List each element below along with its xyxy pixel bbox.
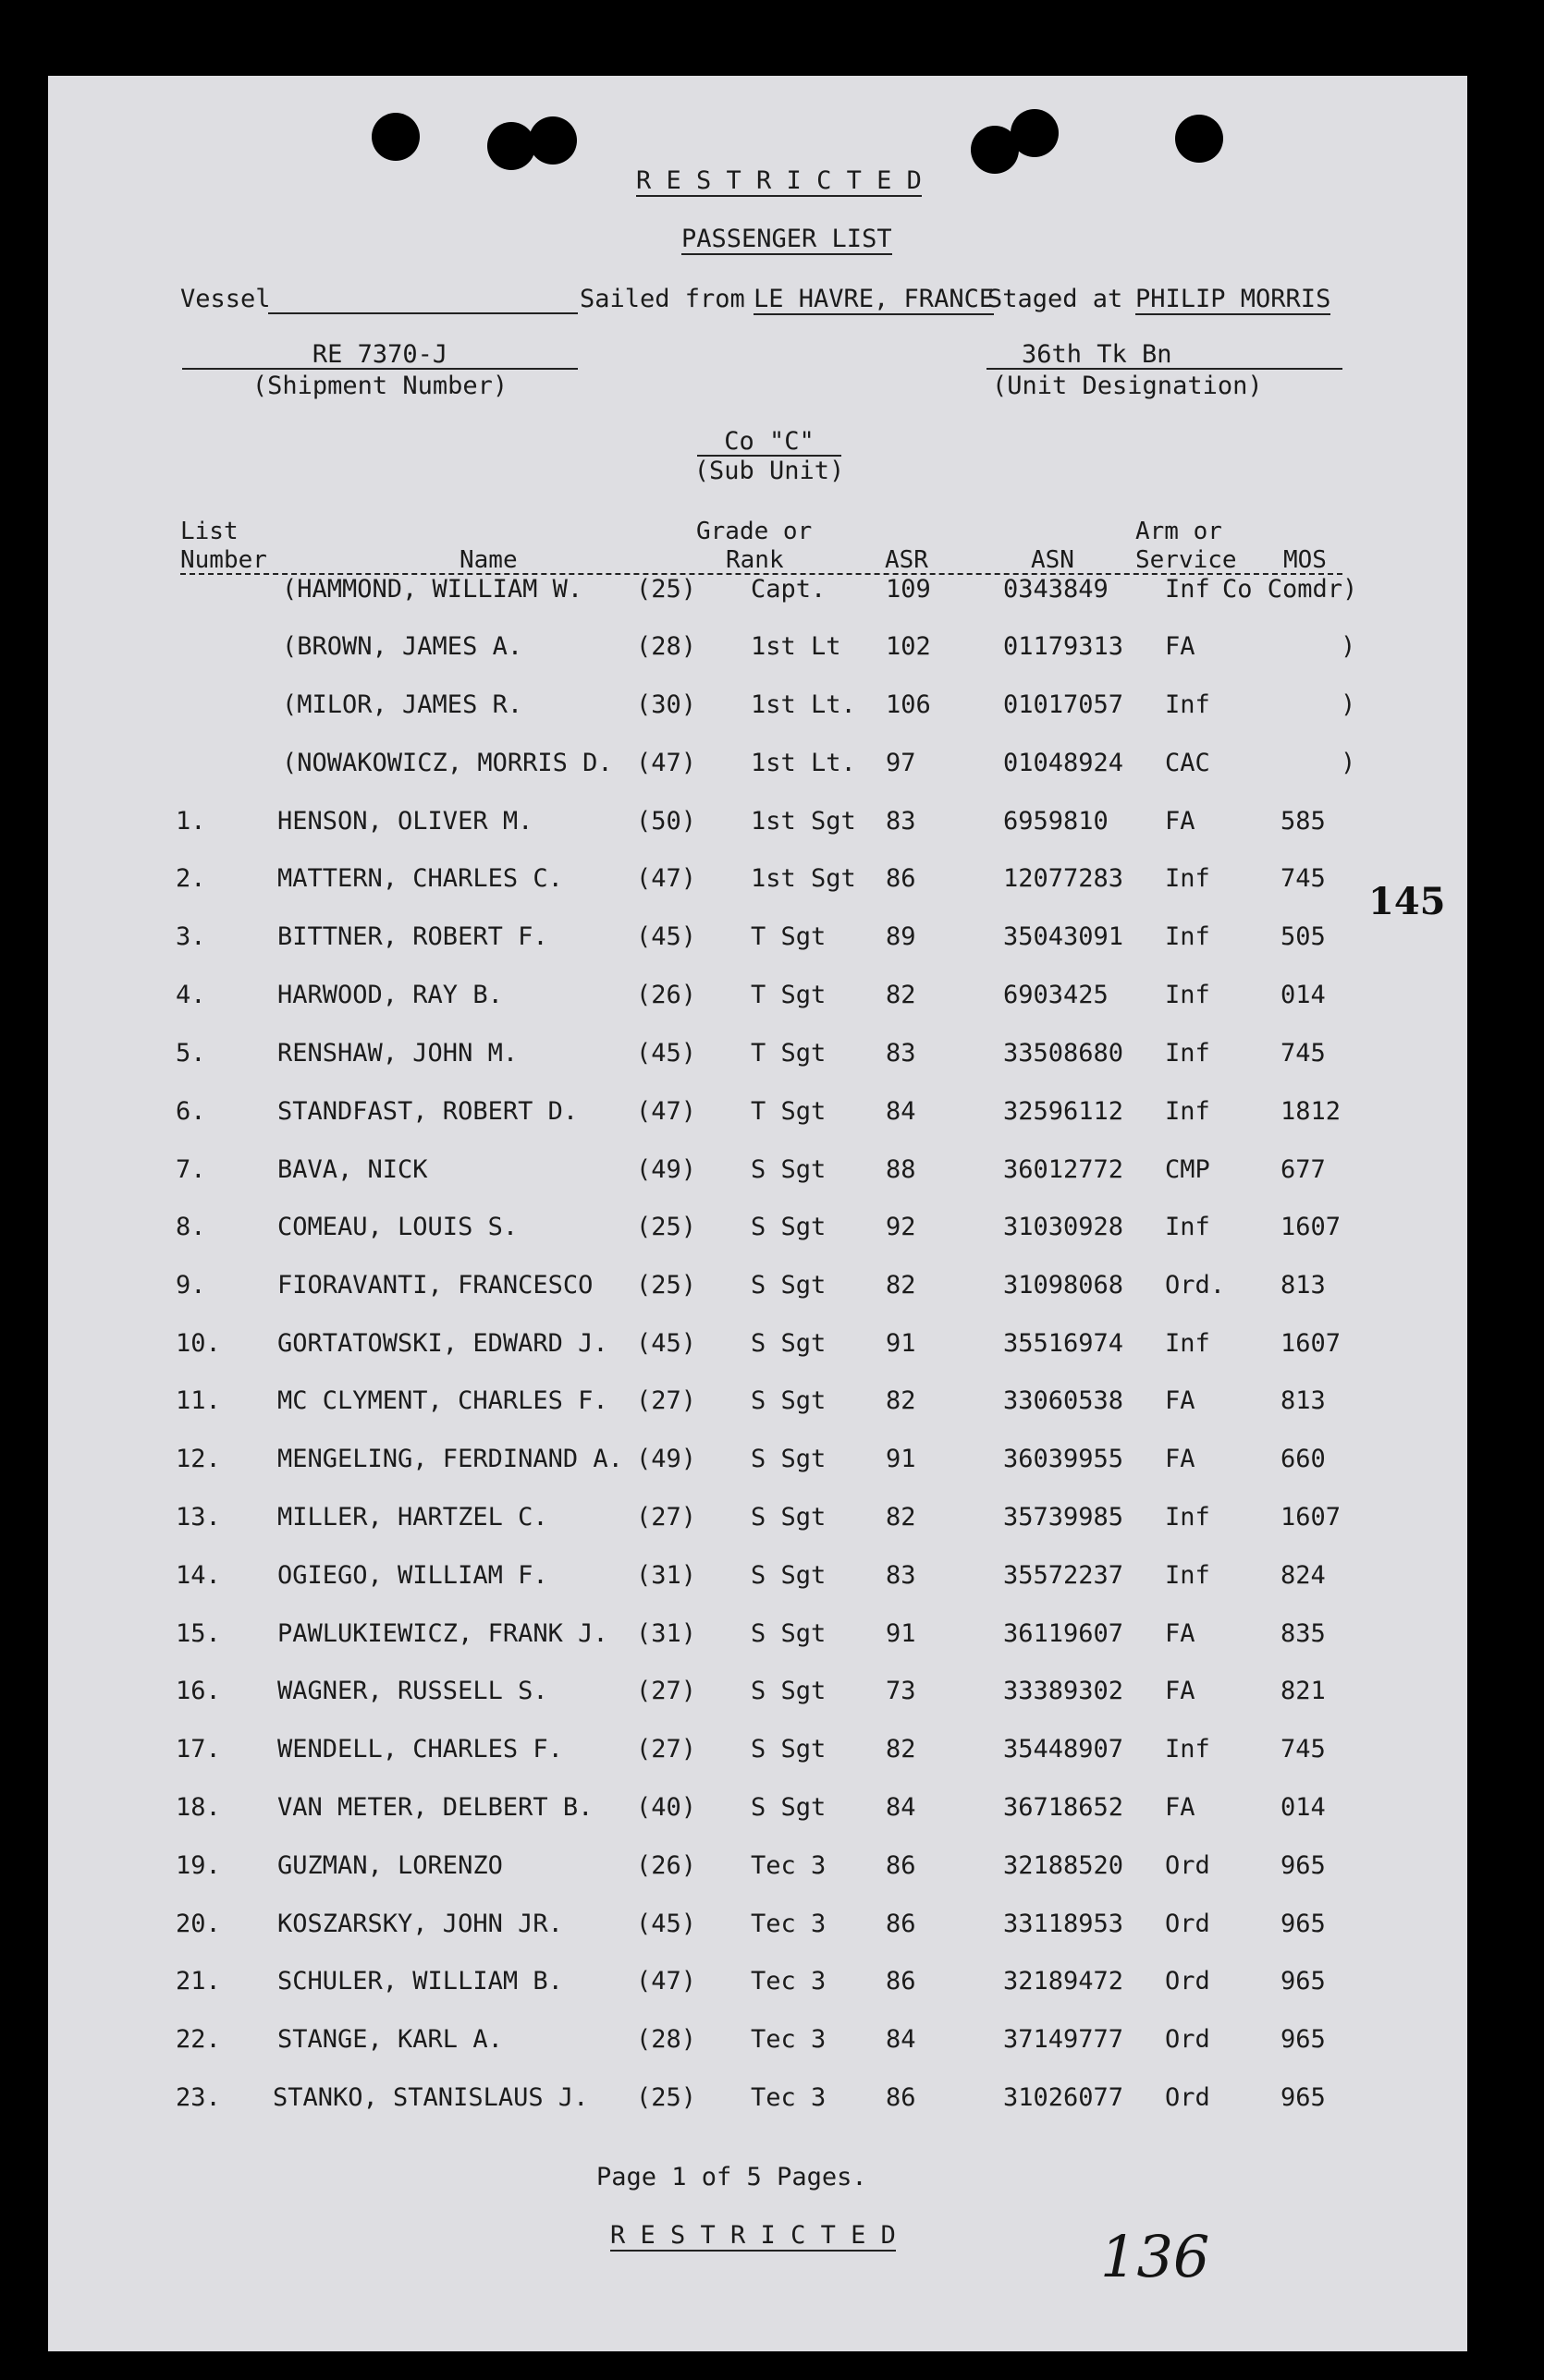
row-asn: 36039955	[1003, 1445, 1124, 1473]
row-name: HENSON, OLIVER M.	[277, 807, 533, 836]
row-number: 14.	[176, 1561, 221, 1590]
row-age: (40)	[636, 1793, 697, 1822]
row-name: (MILOR, JAMES R.	[282, 690, 523, 719]
row-number: 5.	[176, 1039, 206, 1068]
row-rank: 1st Lt.	[751, 690, 856, 719]
row-asn: 35572237	[1003, 1561, 1124, 1590]
row-rank: S Sgt	[751, 1213, 827, 1241]
row-arm: Ord	[1165, 1910, 1210, 1938]
row-age: (45)	[636, 1329, 697, 1358]
row-rank: S Sgt	[751, 1561, 827, 1590]
row-age: (47)	[636, 864, 697, 893]
row-rank: 1st Sgt	[751, 864, 856, 893]
row-mos: 965	[1281, 1967, 1326, 1996]
row-age: (45)	[636, 1039, 697, 1068]
row-number: 4.	[176, 981, 206, 1009]
table-row	[0, 1097, 1544, 1134]
row-age: (27)	[636, 1386, 697, 1415]
row-name: KOSZARSKY, JOHN JR.	[277, 1910, 563, 1938]
row-name: OGIEGO, WILLIAM F.	[277, 1561, 548, 1590]
row-name: STANKO, STANISLAUS J.	[273, 2083, 589, 2112]
row-asn: 33389302	[1003, 1677, 1124, 1705]
row-age: (25)	[636, 1271, 697, 1300]
row-asr: 82	[886, 981, 916, 1009]
document-title: PASSENGER LIST	[681, 225, 892, 253]
row-rank: S Sgt	[751, 1155, 827, 1184]
shipment-label: (Shipment Number)	[251, 372, 509, 400]
row-number: 9.	[176, 1271, 206, 1300]
row-mos: 745	[1281, 1735, 1326, 1764]
col-arm-1: Arm or	[1135, 518, 1222, 545]
row-asn: 31026077	[1003, 2083, 1124, 2112]
row-number: 1.	[176, 807, 206, 836]
sailed-label: Sailed from	[580, 285, 745, 313]
row-asr: 84	[886, 2025, 916, 2054]
row-mos: 965	[1281, 2083, 1326, 2112]
subunit-label: (Sub Unit)	[693, 457, 845, 485]
row-name: VAN METER, DELBERT B.	[277, 1793, 594, 1822]
row-rank: S Sgt	[751, 1386, 827, 1415]
unit-label: (Unit Designation)	[992, 372, 1263, 400]
col-list-number-1: List	[180, 518, 239, 545]
row-asr: 92	[886, 1213, 916, 1241]
row-arm: Inf	[1165, 1097, 1210, 1126]
page-count: Page 1 of 5 Pages.	[596, 2163, 867, 2191]
row-rank: Tec 3	[751, 1910, 827, 1938]
row-arm: Ord.	[1165, 1271, 1226, 1300]
vessel-line	[268, 312, 578, 314]
row-age: (28)	[636, 632, 697, 661]
shipment-value: RE 7370-J	[312, 340, 448, 369]
row-mos: 821	[1281, 1677, 1326, 1705]
col-arm-2: Service	[1135, 546, 1237, 574]
row-arm: Ord	[1165, 1967, 1210, 1996]
row-rank: Capt.	[751, 575, 827, 604]
row-arm: FA	[1165, 1793, 1195, 1822]
row-name: WAGNER, RUSSELL S.	[277, 1677, 548, 1705]
row-asn: 32596112	[1003, 1097, 1124, 1126]
row-arm: Inf	[1165, 1039, 1210, 1068]
row-mos: 1607	[1281, 1213, 1342, 1241]
table-row	[0, 981, 1544, 1018]
table-row	[0, 1561, 1544, 1598]
row-age: (25)	[636, 575, 697, 604]
row-age: (45)	[636, 1910, 697, 1938]
row-age: (47)	[636, 1967, 697, 1996]
row-name: MENGELING, FERDINAND A.	[277, 1445, 623, 1473]
row-age: (30)	[636, 690, 697, 719]
row-arm: Ord	[1165, 2025, 1210, 2054]
row-asr: 83	[886, 1561, 916, 1590]
row-mos: 835	[1281, 1619, 1326, 1648]
row-age: (47)	[636, 1097, 697, 1126]
row-age: (26)	[636, 981, 697, 1009]
vessel-label: Vessel	[180, 285, 271, 313]
row-asn: 01017057	[1003, 690, 1124, 719]
row-asr: 91	[886, 1619, 916, 1648]
staged-label: Staged at	[987, 285, 1123, 313]
row-asn: 12077283	[1003, 864, 1124, 893]
table-row	[0, 690, 1544, 727]
row-asn: 6903425	[1003, 981, 1109, 1009]
row-mos: 745	[1281, 1039, 1326, 1068]
row-age: (28)	[636, 2025, 697, 2054]
row-rank: T Sgt	[751, 1097, 827, 1126]
row-name: COMEAU, LOUIS S.	[277, 1213, 519, 1241]
row-name: WENDELL, CHARLES F.	[277, 1735, 563, 1764]
row-age: (45)	[636, 922, 697, 951]
row-mos: 014	[1281, 981, 1326, 1009]
row-mos: 585	[1281, 807, 1326, 836]
row-rank: T Sgt	[751, 1039, 827, 1068]
row-asn: 35739985	[1003, 1503, 1124, 1532]
row-mos: 660	[1281, 1445, 1326, 1473]
row-mos: 1812	[1281, 1097, 1342, 1126]
table-row	[0, 1793, 1544, 1830]
unit-value: 36th Tk Bn	[1022, 340, 1172, 369]
row-rank: T Sgt	[751, 981, 827, 1009]
row-name: RENSHAW, JOHN M.	[277, 1039, 519, 1068]
row-name: PAWLUKIEWICZ, FRANK J.	[277, 1619, 608, 1648]
row-age: (25)	[636, 2083, 697, 2112]
sailed-value: LE HAVRE, FRANCE	[754, 285, 995, 313]
row-name: HARWOOD, RAY B.	[277, 981, 503, 1009]
row-age: (27)	[636, 1677, 697, 1705]
table-row	[0, 922, 1544, 959]
row-asr: 73	[886, 1677, 916, 1705]
row-number: 21.	[176, 1967, 221, 1996]
row-asn: 31098068	[1003, 1271, 1124, 1300]
table-row	[0, 1039, 1544, 1076]
row-asr: 97	[886, 749, 916, 777]
row-name: BITTNER, ROBERT F.	[277, 922, 548, 951]
row-name: STANGE, KARL A.	[277, 2025, 503, 2054]
table-row	[0, 1445, 1544, 1482]
row-asr: 86	[886, 1910, 916, 1938]
row-mos: 965	[1281, 1910, 1326, 1938]
row-age: (26)	[636, 1851, 697, 1880]
row-name: MATTERN, CHARLES C.	[277, 864, 563, 893]
row-rank: S Sgt	[751, 1619, 827, 1648]
row-asr: 86	[886, 1967, 916, 1996]
row-asr: 82	[886, 1386, 916, 1415]
row-asn: 36012772	[1003, 1155, 1124, 1184]
row-rank: 1st Lt	[751, 632, 841, 661]
row-arm: FA	[1165, 1619, 1195, 1648]
row-number: 12.	[176, 1445, 221, 1473]
row-mos: 965	[1281, 1851, 1326, 1880]
table-row	[0, 1967, 1544, 2004]
row-asn: 35448907	[1003, 1735, 1124, 1764]
row-asr: 89	[886, 922, 916, 951]
row-mos: 1607	[1281, 1329, 1342, 1358]
row-name: GORTATOWSKI, EDWARD J.	[277, 1329, 608, 1358]
row-asn: 36718652	[1003, 1793, 1124, 1822]
row-name: MC CLYMENT, CHARLES F.	[277, 1386, 608, 1415]
col-list-number-2: Number	[180, 546, 267, 574]
table-row	[0, 1619, 1544, 1656]
page-stamp-number: 145	[1368, 880, 1446, 923]
table-row	[0, 1155, 1544, 1192]
punch-hole	[1175, 115, 1223, 163]
row-number: 16.	[176, 1677, 221, 1705]
table-row	[0, 749, 1544, 786]
table-row	[0, 1910, 1544, 1947]
row-name: STANDFAST, ROBERT D.	[277, 1097, 579, 1126]
row-name: (NOWAKOWICZ, MORRIS D.	[282, 749, 613, 777]
table-row	[0, 1329, 1544, 1366]
row-name: (BROWN, JAMES A.	[282, 632, 523, 661]
row-number: 13.	[176, 1503, 221, 1532]
row-arm: Ord	[1165, 1851, 1210, 1880]
row-asr: 82	[886, 1271, 916, 1300]
row-mos: 824	[1281, 1561, 1326, 1590]
row-rank: Tec 3	[751, 2083, 827, 2112]
col-asr: ASR	[885, 546, 928, 574]
table-row	[0, 864, 1544, 901]
row-number: 11.	[176, 1386, 221, 1415]
row-age: (49)	[636, 1155, 697, 1184]
row-rank: S Sgt	[751, 1445, 827, 1473]
table-row	[0, 2083, 1544, 2120]
row-mos: )	[1341, 749, 1356, 777]
row-age: (50)	[636, 807, 697, 836]
row-asr: 88	[886, 1155, 916, 1184]
row-asr: 83	[886, 1039, 916, 1068]
row-arm: FA	[1165, 1445, 1195, 1473]
row-mos: 813	[1281, 1386, 1326, 1415]
row-mos: 965	[1281, 2025, 1326, 2054]
row-asn: 32188520	[1003, 1851, 1124, 1880]
row-asr: 82	[886, 1735, 916, 1764]
row-asr: 86	[886, 2083, 916, 2112]
restricted-heading-bottom: R E S T R I C T E D	[610, 2221, 896, 2250]
punch-hole	[1011, 109, 1059, 157]
subunit-value: Co "C"	[724, 427, 815, 456]
row-rank: Tec 3	[751, 1851, 827, 1880]
row-rank: S Sgt	[751, 1677, 827, 1705]
row-number: 17.	[176, 1735, 221, 1764]
row-number: 10.	[176, 1329, 221, 1358]
row-asn: 33508680	[1003, 1039, 1124, 1068]
row-asn: 35043091	[1003, 922, 1124, 951]
row-asn: 01179313	[1003, 632, 1124, 661]
row-arm: CAC	[1165, 749, 1210, 777]
row-asn: 33060538	[1003, 1386, 1124, 1415]
row-asn: 37149777	[1003, 2025, 1124, 2054]
row-arm: CMP	[1165, 1155, 1210, 1184]
row-mos: 014	[1281, 1793, 1326, 1822]
row-rank: S Sgt	[751, 1503, 827, 1532]
row-rank: S Sgt	[751, 1735, 827, 1764]
row-asr: 84	[886, 1097, 916, 1126]
row-age: (47)	[636, 749, 697, 777]
row-asr: 86	[886, 864, 916, 893]
row-mos: 505	[1281, 922, 1326, 951]
table-row	[0, 1677, 1544, 1714]
row-asr: 86	[886, 1851, 916, 1880]
row-name: FIORAVANTI, FRANCESCO	[277, 1271, 594, 1300]
row-number: 15.	[176, 1619, 221, 1648]
row-arm: FA	[1165, 1386, 1195, 1415]
row-rank: T Sgt	[751, 922, 827, 951]
row-number: 20.	[176, 1910, 221, 1938]
row-asr: 83	[886, 807, 916, 836]
row-mos: 677	[1281, 1155, 1326, 1184]
row-asn: 35516974	[1003, 1329, 1124, 1358]
row-arm: Inf	[1165, 690, 1210, 719]
row-asn: 0343849	[1003, 575, 1109, 604]
row-name: (HAMMOND, WILLIAM W.	[282, 575, 583, 604]
punch-hole	[372, 113, 420, 161]
row-rank: S Sgt	[751, 1329, 827, 1358]
row-arm: Inf	[1165, 575, 1210, 604]
row-arm: FA	[1165, 632, 1195, 661]
col-mos: MOS	[1283, 546, 1327, 574]
punch-hole	[487, 122, 535, 170]
col-grade-1: Grade or	[696, 518, 813, 545]
row-asn: 01048924	[1003, 749, 1124, 777]
row-mos: )	[1341, 632, 1356, 661]
row-asr: 91	[886, 1445, 916, 1473]
row-rank: Tec 3	[751, 2025, 827, 2054]
row-mos: 745	[1281, 864, 1326, 893]
row-asr: 106	[886, 690, 931, 719]
col-name: Name	[460, 546, 518, 574]
row-asr: 109	[886, 575, 931, 604]
row-arm: Inf	[1165, 1735, 1210, 1764]
row-rank: Tec 3	[751, 1967, 827, 1996]
row-mos: 1607	[1281, 1503, 1342, 1532]
row-rank: S Sgt	[751, 1271, 827, 1300]
row-arm: FA	[1165, 807, 1195, 836]
row-asr: 102	[886, 632, 931, 661]
punch-hole	[529, 116, 577, 165]
row-arm: FA	[1165, 1677, 1195, 1705]
row-name: SCHULER, WILLIAM B.	[277, 1967, 563, 1996]
row-age: (31)	[636, 1561, 697, 1590]
row-mos: )	[1341, 690, 1356, 719]
row-arm: Inf	[1165, 981, 1210, 1009]
row-arm: Inf	[1165, 1329, 1210, 1358]
table-row	[0, 1735, 1544, 1772]
staged-value: PHILIP MORRIS	[1135, 285, 1331, 313]
row-arm: Inf	[1165, 864, 1210, 893]
row-number: 22.	[176, 2025, 221, 2054]
row-name: MILLER, HARTZEL C.	[277, 1503, 548, 1532]
table-row	[0, 1271, 1544, 1308]
row-arm: Inf	[1165, 1213, 1210, 1241]
row-name: BAVA, NICK	[277, 1155, 428, 1184]
row-age: (25)	[636, 1213, 697, 1241]
row-age: (31)	[636, 1619, 697, 1648]
table-row	[0, 807, 1544, 844]
row-asn: 31030928	[1003, 1213, 1124, 1241]
table-row	[0, 1213, 1544, 1250]
row-name: GUZMAN, LORENZO	[277, 1851, 503, 1880]
row-number: 3.	[176, 922, 206, 951]
col-grade-2: Rank	[726, 546, 784, 574]
row-age: (27)	[636, 1735, 697, 1764]
row-arm: Inf	[1165, 1561, 1210, 1590]
row-asn: 36119607	[1003, 1619, 1124, 1648]
col-asn: ASN	[1031, 546, 1074, 574]
row-age: (49)	[636, 1445, 697, 1473]
row-number: 23.	[176, 2083, 221, 2112]
row-number: 8.	[176, 1213, 206, 1241]
row-rank: 1st Sgt	[751, 807, 856, 836]
row-number: 6.	[176, 1097, 206, 1126]
row-asn: 33118953	[1003, 1910, 1124, 1938]
row-arm: Ord	[1165, 2083, 1210, 2112]
row-number: 7.	[176, 1155, 206, 1184]
table-row	[0, 1386, 1544, 1423]
table-row	[0, 575, 1544, 612]
row-arm: Inf	[1165, 922, 1210, 951]
handwritten-page-number: 136	[1100, 2223, 1210, 2290]
row-asn: 32189472	[1003, 1967, 1124, 1996]
row-rank: 1st Lt.	[751, 749, 856, 777]
table-row	[0, 1851, 1544, 1888]
row-rank: S Sgt	[751, 1793, 827, 1822]
row-asr: 82	[886, 1503, 916, 1532]
row-number: 18.	[176, 1793, 221, 1822]
table-row	[0, 1503, 1544, 1540]
row-asn: 6959810	[1003, 807, 1109, 836]
row-mos: 813	[1281, 1271, 1326, 1300]
row-arm: Inf	[1165, 1503, 1210, 1532]
restricted-heading-top: R E S T R I C T E D	[636, 166, 922, 195]
row-number: 19.	[176, 1851, 221, 1880]
table-row	[0, 632, 1544, 669]
row-asr: 91	[886, 1329, 916, 1358]
row-asr: 84	[886, 1793, 916, 1822]
row-age: (27)	[636, 1503, 697, 1532]
row-number: 2.	[176, 864, 206, 893]
row-mos: Co Comdr)	[1222, 575, 1358, 604]
table-row	[0, 2025, 1544, 2062]
